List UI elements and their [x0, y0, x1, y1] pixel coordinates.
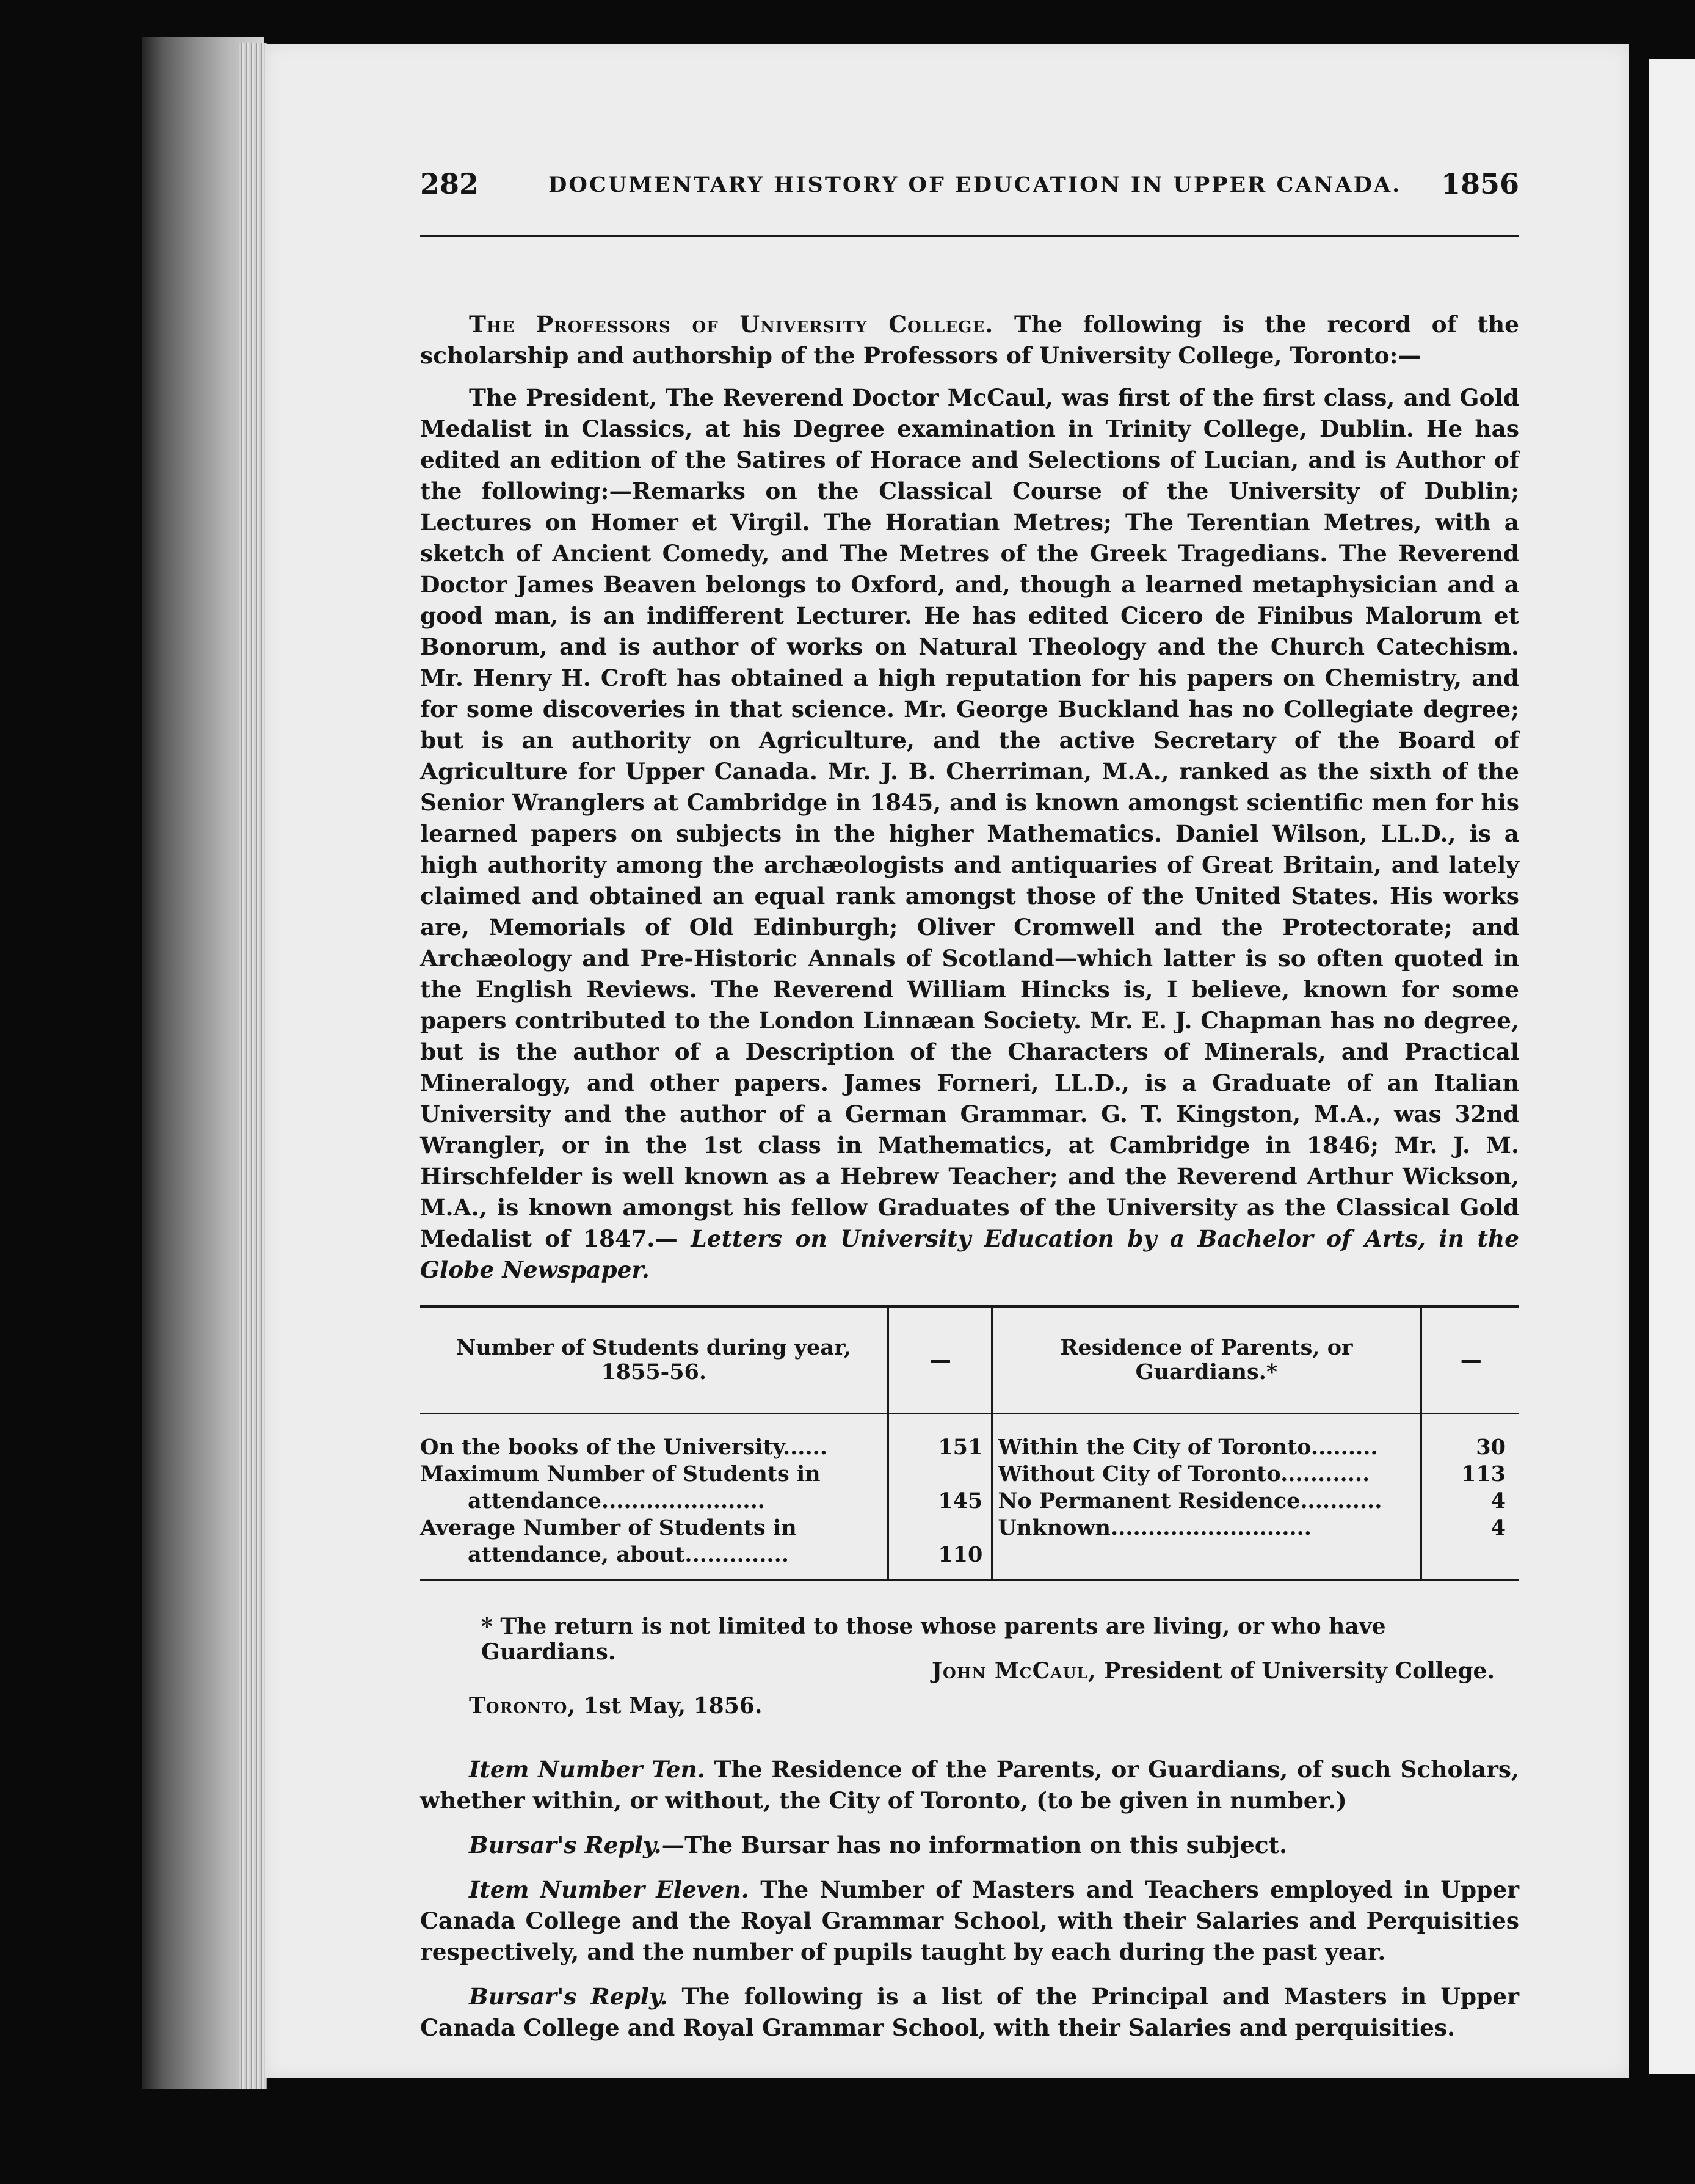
table-cell-label: Average Number of Students in: [420, 1513, 888, 1540]
students-table-wrapper: [420, 1305, 1519, 1581]
table-cell-label: Within the City of Toronto.........: [992, 1414, 1421, 1460]
table-cell-label: Unknown...........................: [992, 1513, 1421, 1540]
paragraph-professors-intro: [420, 309, 1519, 371]
item-paragraph: [420, 1830, 1519, 1861]
table-cell-value: 113: [1461, 1461, 1506, 1487]
students-table: [420, 1305, 1519, 1581]
table-cell-value: 4: [1490, 1488, 1506, 1513]
table-cell-value: 151: [888, 1414, 992, 1460]
item-label: Item Number Eleven.: [469, 1876, 749, 1903]
table-cell-label: On the books of the University......: [420, 1414, 888, 1460]
document-page: [265, 44, 1629, 2078]
item-label: Bursar's Reply.: [469, 1983, 668, 2010]
dateline: [469, 1693, 762, 1719]
paragraph-intro-text: The following is the record of the scholarship and authorship of the Professors of University College, Toronto:—: [420, 311, 1520, 369]
paragraph-source: Letters on University Education by a Bachelor of Arts, in the Globe Newspaper.: [420, 1225, 1519, 1283]
item-label: Bursar's Reply.: [469, 1832, 662, 1858]
table-cell-value: 30: [1476, 1435, 1506, 1460]
header-rule: [420, 235, 1519, 237]
table-row: [420, 1487, 1519, 1513]
table-header-residence: Residence of Parents, or Guardians.*: [992, 1306, 1421, 1414]
page-stack-edge: [239, 43, 267, 2089]
item-text: The Residence of the Parents, or Guardians, of such Scholars, whether within, or without, the City of Toronto, (to be given in number.): [420, 1756, 1519, 1814]
paragraph-record-text: The President, The Reverend Doctor McCaul, was first of the first class, and Gold Medalist in Classics, at his Degree examination in Trinity College, Dublin. He has edited an edition of the Satires of Horace and Selections of Lucian, and is Author of the following:—Remarks on the Classical Course of the University of Dublin; Lectures on Homer et Virgil. The Horatian Metres; The Terentian Metres, with a sketch of Ancient Comedy, and The Metres of the Greek Tragedians. The Reverend Doctor James Beaven belongs to Oxford, and, though a learned metaphysician and a good man, is an indifferent Lecturer. He has edited Cicero de Finibus Malorum et Bonorum, and is author of works on Natural Theology and the Church Catechism. Mr. Henry H. Croft has obtained a high reputation for his papers on Chemistry, and for some discoveries in that science. Mr. George Buckland has no Collegiate degree; but is an authority on Agriculture, and the active Secretary of the Board of Agriculture for Upper Canada. Mr. J. B. Cherriman, M.A., ranked as the sixth of the Senior Wranglers at Cambridge in 1845, and is known amongst scientific men for his learned papers on subjects in the higher Mathematics. Daniel Wilson, LL.D., is a high authority among the archæologists and antiquaries of Great Britain, and lately claimed and obtained an equal rank amongst those of the United States. His works are, Memorials of Old Edinburgh; Oliver Cromwell and the Protectorate; and Archæology and Pre-Historic Annals of Scotland—which latter is so often quoted in the English Reviews. The Reverend William Hincks is, I believe, known for some papers contributed to the London Linnæan Society. Mr. E. J. Chapman has no degree, but is the author of a Description of the Characters of Minerals, and Practical Mineralogy, and other papers. James Forneri, LL.D., is a Graduate of an Italian University and the author of a German Grammar. G. T. Kingston, M.A., was 32nd Wrangler, or in the 1st class in Mathematics, at Cambridge in 1846; Mr. J. M. Hirschfelder is well known as a Hebrew Teacher; and the Reverend Arthur Wickson, M.A., is known amongst his fellow Graduates of the University as the Classical Gold Medalist of 1847.—: [420, 384, 1519, 1252]
item-paragraph: [420, 1981, 1519, 2044]
item-text: The Number of Masters and Teachers employed in Upper Canada College and the Royal Grammar School, with their Salaries and Perquisities respectively, and the number of pupils taught by each during the past year.: [420, 1876, 1519, 1965]
table-cell-label: attendance, about..............: [420, 1540, 888, 1581]
table-cell-label: attendance......................: [420, 1487, 888, 1513]
table-cell-value: [888, 1513, 992, 1540]
page-number: 282: [420, 167, 479, 200]
signature-title: President of University College.: [1096, 1658, 1495, 1684]
signature-name: John McCaul,: [932, 1658, 1097, 1684]
dateline-date: 1st May, 1856.: [575, 1693, 763, 1719]
section-heading: The Professors of University College.: [469, 311, 994, 338]
table-cell-value: 4: [1490, 1515, 1506, 1540]
facing-page-edge: [1649, 59, 1695, 2074]
item-text: —The Bursar has no information on this subject.: [661, 1832, 1288, 1858]
table-cell-value: [888, 1460, 992, 1487]
running-head: [420, 167, 1519, 216]
table-row: [420, 1460, 1519, 1487]
body-text: [420, 309, 1519, 1297]
table-cell-value: [1421, 1540, 1519, 1581]
table-row: [420, 1540, 1519, 1581]
items-section: [420, 1754, 1519, 2057]
table-cell-label: Maximum Number of Students in: [420, 1460, 888, 1487]
dateline-place: Toronto,: [469, 1693, 576, 1719]
item-text: The following is a list of the Principal and Masters in Upper Canada College and Royal Grammar School, with their Salaries and perquisities.: [420, 1983, 1519, 2041]
item-paragraph: [420, 1754, 1519, 1816]
table-header-dash-2: —: [1421, 1306, 1519, 1414]
table-row: [420, 1513, 1519, 1540]
item-label: Item Number Ten.: [469, 1756, 705, 1783]
table-header-students: Number of Students during year, 1855-56.: [420, 1306, 888, 1414]
running-title: DOCUMENTARY HISTORY OF EDUCATION IN UPPER CANADA.: [548, 172, 1402, 197]
table-cell-label: [992, 1540, 1421, 1581]
table-cell-value: 145: [888, 1487, 992, 1513]
table-footnote: * The return is not limited to those whose parents are living, or who have Guardians.: [481, 1614, 1386, 1665]
item-paragraph: [420, 1874, 1519, 1968]
table-row: [420, 1414, 1519, 1460]
signature: [932, 1658, 1495, 1684]
table-cell-value: 110: [888, 1540, 992, 1581]
table-header-dash-1: —: [888, 1306, 992, 1414]
table-header-row: [420, 1306, 1519, 1414]
table-cell-label: No Permanent Residence...........: [992, 1487, 1421, 1513]
running-year: 1856: [1440, 167, 1519, 200]
paragraph-professors-record: [420, 382, 1519, 1286]
table-cell-label: Without City of Toronto............: [992, 1460, 1421, 1487]
